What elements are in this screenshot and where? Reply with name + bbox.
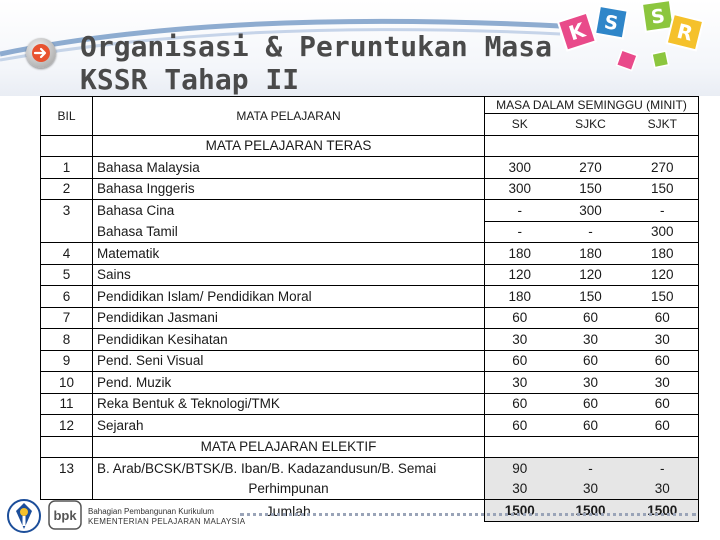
total-sjkt: 1500 xyxy=(627,500,699,522)
row-sjkc: 150 xyxy=(555,286,627,308)
row-sk: 120 xyxy=(485,264,555,286)
table-header-row xyxy=(41,97,699,114)
row-sjkc: 300 xyxy=(555,200,627,222)
cube-green xyxy=(642,0,674,32)
elective-row xyxy=(41,458,699,479)
elective-subject: B. Arab/BCSK/BTSK/B. Iban/B. Kadazandusun/B. Semai xyxy=(93,458,485,479)
cube-letter-r: R xyxy=(674,18,696,46)
row-sk: 60 xyxy=(485,307,555,329)
row-bil: 8 xyxy=(41,329,93,351)
table-row xyxy=(41,178,699,200)
row-sjkt: 30 xyxy=(627,329,699,351)
table-row xyxy=(41,264,699,286)
row-sjkt: 60 xyxy=(627,307,699,329)
elective-sjkt: - xyxy=(627,458,699,479)
bpk-logo xyxy=(48,500,82,530)
cube-letter-s2: S xyxy=(649,5,667,29)
header-time: MASA DALAM SEMINGGU (MINIT) xyxy=(485,97,699,114)
row-sk: - xyxy=(485,200,555,222)
row-sjkc: 120 xyxy=(555,264,627,286)
row-subject: Pendidikan Kesihatan xyxy=(93,329,485,351)
footer-dotted-divider xyxy=(240,513,696,516)
assembly-sjkc: 30 xyxy=(555,479,627,500)
row-sjkt: 180 xyxy=(627,243,699,265)
table-row xyxy=(41,286,699,308)
cube-letter-k: K xyxy=(565,17,588,46)
row-sk: - xyxy=(485,221,555,243)
cube-pink xyxy=(558,13,596,51)
row-sjkc: 60 xyxy=(555,350,627,372)
row-sjkt: 150 xyxy=(627,286,699,308)
row-subject: Pend. Muzik xyxy=(93,372,485,394)
row-sjkt: 120 xyxy=(627,264,699,286)
table-row xyxy=(41,372,699,394)
row-bil xyxy=(41,221,93,243)
row-bil: 4 xyxy=(41,243,93,265)
assembly-label: Perhimpunan xyxy=(93,479,485,500)
row-sjkt: 60 xyxy=(627,350,699,372)
title-line-1: Organisasi & Peruntukan Masa xyxy=(80,30,553,63)
row-sjkc: 60 xyxy=(555,415,627,437)
row-sjkt: 60 xyxy=(627,393,699,415)
row-sk: 300 xyxy=(485,178,555,200)
footer-ministry: KEMENTERIAN PELAJARAN MALAYSIA xyxy=(88,517,246,526)
row-subject: Bahasa Malaysia xyxy=(93,157,485,179)
row-subject: Bahasa Cina xyxy=(93,200,485,222)
row-subject: Matematik xyxy=(93,243,485,265)
row-sk: 300 xyxy=(485,157,555,179)
assembly-row xyxy=(41,479,699,500)
table-row xyxy=(41,157,699,179)
row-sjkt: 150 xyxy=(627,178,699,200)
elective-section-label: MATA PELAJARAN ELEKTIF xyxy=(93,436,485,458)
row-sjkc: 270 xyxy=(555,157,627,179)
elective-sk: 90 xyxy=(485,458,555,479)
row-bil: 1 xyxy=(41,157,93,179)
row-sk: 180 xyxy=(485,243,555,265)
row-bil: 6 xyxy=(41,286,93,308)
row-bil: 10 xyxy=(41,372,93,394)
ministry-crest-icon xyxy=(6,498,42,534)
row-bil: 2 xyxy=(41,178,93,200)
row-subject: Pend. Seni Visual xyxy=(93,350,485,372)
row-sk: 60 xyxy=(485,350,555,372)
header-col-sjkt: SJKT xyxy=(627,114,699,136)
core-subjects xyxy=(41,157,699,437)
row-sjkc: 150 xyxy=(555,178,627,200)
row-subject: Sains xyxy=(93,264,485,286)
row-sk: 30 xyxy=(485,372,555,394)
table-row xyxy=(41,350,699,372)
elective-bil: 13 xyxy=(41,458,93,479)
row-subject: Bahasa Tamil xyxy=(93,221,485,243)
table-row xyxy=(41,243,699,265)
row-bil: 12 xyxy=(41,415,93,437)
row-subject: Reka Bentuk & Teknologi/TMK xyxy=(93,393,485,415)
row-bil: 7 xyxy=(41,307,93,329)
header-col-sjkc: SJKC xyxy=(575,117,606,132)
time-allocation-table xyxy=(40,96,699,522)
title-line-2: KSSR Tahap II xyxy=(80,63,300,96)
cube-small-pink xyxy=(617,50,638,71)
table-row xyxy=(41,307,699,329)
row-bil: 9 xyxy=(41,350,93,372)
row-sjkt: 60 xyxy=(627,415,699,437)
row-sjkt: - xyxy=(627,200,699,222)
row-sk: 60 xyxy=(485,393,555,415)
total-label: Jumlah xyxy=(265,502,311,519)
bpk-logo-text: bpk xyxy=(53,508,77,523)
row-sjkt: 300 xyxy=(627,221,699,243)
table-row xyxy=(41,200,699,222)
row-bil: 5 xyxy=(41,264,93,286)
row-sjkc: 60 xyxy=(555,393,627,415)
table-row xyxy=(41,221,699,243)
assembly-sk: 30 xyxy=(485,479,555,500)
row-sjkt: 30 xyxy=(627,372,699,394)
cube-yellow xyxy=(667,14,703,50)
row-sjkc: 60 xyxy=(555,307,627,329)
row-sjkt: 270 xyxy=(627,157,699,179)
row-subject: Pendidikan Islam/ Pendidikan Moral xyxy=(93,286,485,308)
row-subject: Sejarah xyxy=(93,415,485,437)
page-title xyxy=(80,30,552,96)
row-sk: 60 xyxy=(485,415,555,437)
footer-division: Bahagian Pembangunan Kurikulum xyxy=(88,507,214,516)
total-sjkc: 1500 xyxy=(555,500,627,522)
core-section-row xyxy=(41,135,699,157)
row-sjkc: - xyxy=(555,221,627,243)
table-row xyxy=(41,393,699,415)
cube-letter-s1: S xyxy=(602,11,620,36)
row-sjkc: 30 xyxy=(555,372,627,394)
kssr-cubes-graphic xyxy=(548,0,720,96)
table-row xyxy=(41,415,699,437)
arrow-right-icon xyxy=(26,38,56,68)
header-col-sk: SK xyxy=(485,114,555,136)
core-section-label: MATA PELAJARAN TERAS xyxy=(93,135,485,157)
row-subject: Bahasa Inggeris xyxy=(93,178,485,200)
header-subject: MATA PELAJARAN xyxy=(93,97,485,136)
assembly-sjkt: 30 xyxy=(627,479,699,500)
row-subject: Pendidikan Jasmani xyxy=(93,307,485,329)
row-bil: 11 xyxy=(41,393,93,415)
elective-section-row xyxy=(41,436,699,458)
total-sk: 1500 xyxy=(485,500,555,522)
elective-sjkc: - xyxy=(555,458,627,479)
row-sjkc: 180 xyxy=(555,243,627,265)
row-bil: 3 xyxy=(41,200,93,222)
header-bil: BIL xyxy=(41,97,93,136)
table-row xyxy=(41,329,699,351)
row-sk: 30 xyxy=(485,329,555,351)
row-sjkc: 30 xyxy=(555,329,627,351)
cube-small-green xyxy=(652,51,669,68)
cube-blue xyxy=(595,6,627,38)
row-sk: 180 xyxy=(485,286,555,308)
